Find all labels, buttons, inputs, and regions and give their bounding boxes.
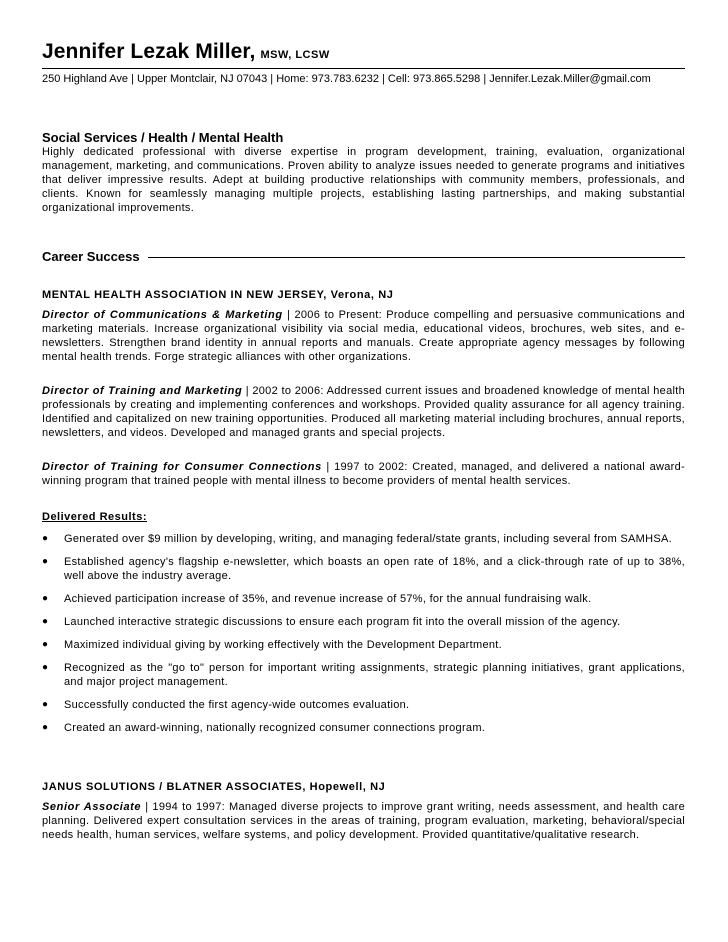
list-item: ● Achieved participation increase of 35%, and revenue increase of 57%, for the annual fundraising walk. [42,592,685,606]
resume-page [42,40,685,842]
career-section-header [42,249,685,264]
credentials: MSW, LCSW [260,49,330,61]
list-item: ● Maximized individual giving by working effectively with the Development Department. [42,638,685,652]
contact-info: 250 Highland Ave | Upper Montclair, NJ 07043 | Home: 973.783.6232 | Cell: 973.865.5298 | Jennifer.Lezak.Miller@gmail.com [42,73,651,85]
employer-heading: MENTAL HEALTH ASSOCIATION IN NEW JERSEY, Verona, NJ [42,289,394,301]
list-item: ● Launched interactive strategic discussions to ensure each program fit into the overall mission of the agency. [42,615,685,629]
summary-text: Highly dedicated professional with diverse expertise in program development, training, evaluation, organizational management, marketing, and communications. Proven ability to analyze issues needed to generate programs and initiatives that deliver impressive results. Adept at building productive relationships with community members, professionals, and clients. Known for seamlessly managing multiple projects, establishing lasting partnerships, and making substantial organizational improvements. [42,146,685,214]
employer-heading: JANUS SOLUTIONS / BLATNER ASSOCIATES, Hopewell, NJ [42,781,386,793]
list-item: ● Created an award-winning, nationally recognized consumer connections program. [42,721,685,735]
career-title: Career Success [42,249,140,264]
job-description: | 1997 to 2002: Created, managed, and delivered a national award-winning program that trained people with mental illness to become providers of mental health services. [42,461,685,487]
job-title: Senior Associate [42,801,142,813]
job-entry [42,308,685,364]
header-divider [42,68,685,69]
list-item: ● Recognized as the "go to" person for important writing assignments, strategic planning initiatives, grant applications, and major project management. [42,661,685,689]
job-entry [42,800,685,842]
job-entry [42,384,685,440]
job-description: | 1994 to 1997: Managed diverse projects to improve grant writing, needs assessment, and health care planning. Delivered expert consultation services in the areas of training, program evaluation, marketing, behavioral/special needs health, human services, welfare systems, and policy development. Provided quantitative/qualitative research. [42,801,685,841]
job-title: Director of Training for Consumer Connections [42,461,322,473]
job-description: | 2006 to Present: Produce compelling and persuasive communications and marketing materials. Increase organizational visibility via social media, educational videos, brochures, web sites, and e-newsletters. Strengthen brand identity in annual reports and manuals. Create appropriate agency messages by following mental health trends. Forge strategic alliances with other organizations. [42,309,685,363]
candidate-name: Jennifer Lezak Miller, [42,40,256,63]
list-item: ● Generated over $9 million by developing, writing, and managing federal/state grants, including several from SAMHSA. [42,532,685,546]
list-item: ● Established agency's flagship e-newsletter, which boasts an open rate of 18%, and a click-through rate of up to 38%, well above the industry average. [42,555,685,583]
job-title: Director of Communications & Marketing [42,309,283,321]
job-entry [42,460,685,488]
results-list [42,532,685,735]
job-title: Director of Training and Marketing [42,385,243,397]
job-description: | 2002 to 2006: Addressed current issues and broadened knowledge of mental health professionals by creating and implementing conferences and workshops. Provided quality assurance for all agency training. Identified and capitalized on new training opportunities. Produced all marketing material including brochures, annual reports, newsletters, and videos. Developed and managed grants and special projects. [42,385,686,439]
list-item: ● Successfully conducted the first agency-wide outcomes evaluation. [42,698,685,712]
career-divider [148,257,685,258]
summary-title: Social Services / Health / Mental Health [42,130,284,145]
results-title: Delivered Results: [42,511,147,523]
header [42,40,685,66]
